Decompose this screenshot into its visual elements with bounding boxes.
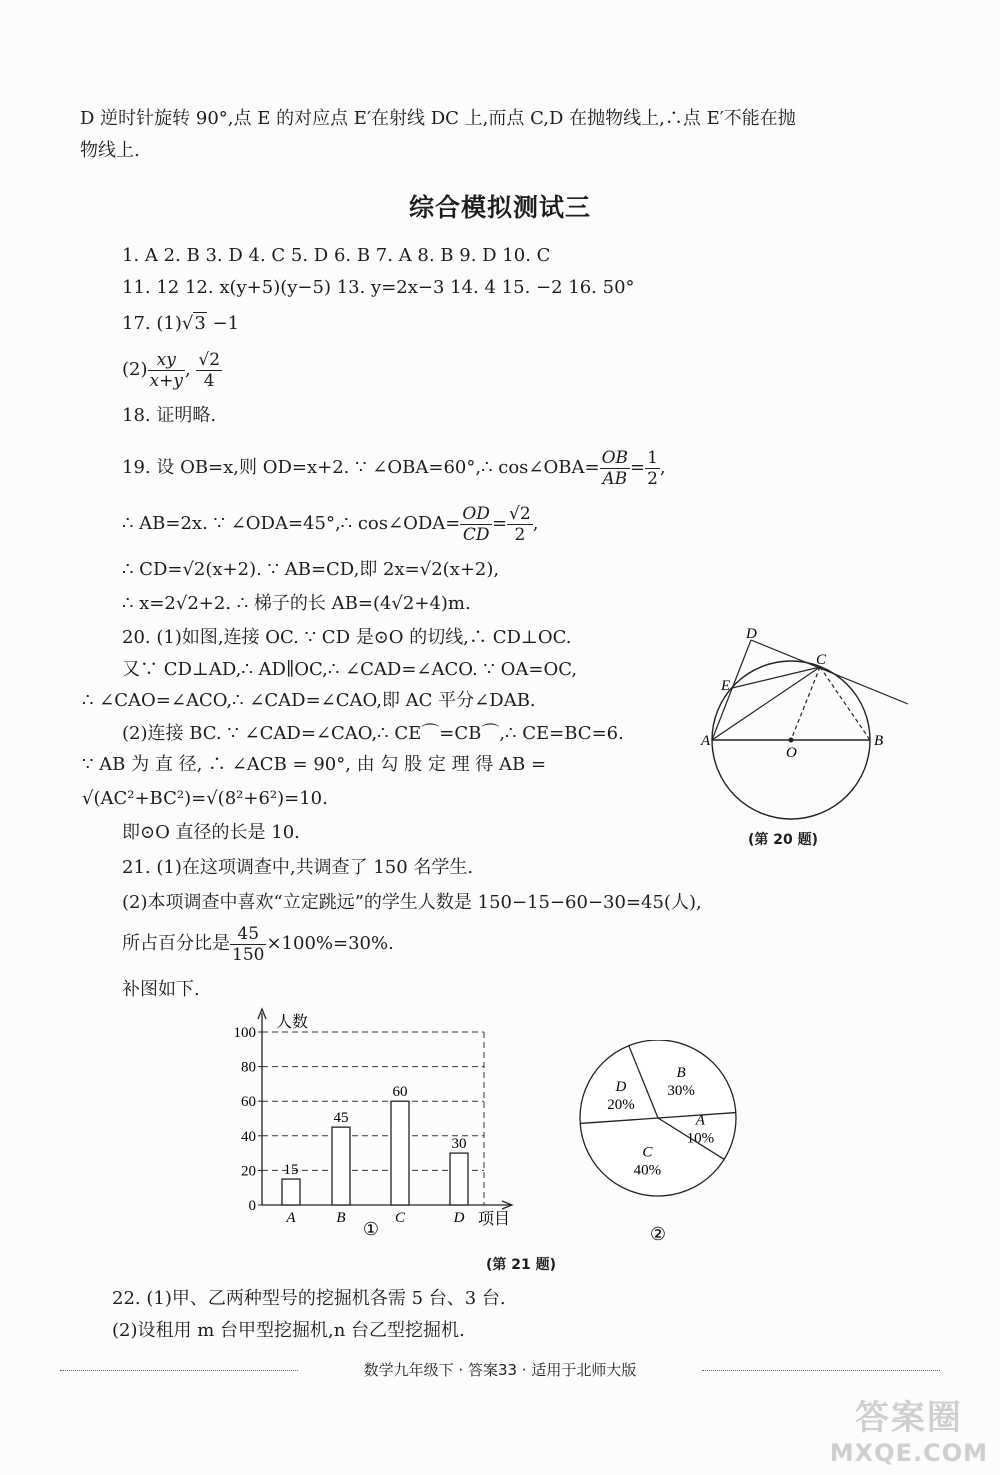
bar-chart (218, 1005, 528, 1245)
bar-C (391, 1101, 409, 1205)
center-point (789, 738, 794, 743)
pie-slice-value: 40% (633, 1162, 662, 1179)
bar-value-label: 60 (392, 1084, 408, 1101)
q17-p2-sep: , (184, 359, 197, 380)
q19-frac-od-cd: $\frac{OD}{CD}$ (462, 503, 490, 545)
q20-line-2: 又∵ CD⊥AD,∴ AD∥OC,∴ ∠CAD=∠ACO. ∵ OA=OC, (122, 659, 578, 680)
footer-text: 数学九年级下 · 答案33 · 适用于北师大版 (363, 1361, 637, 1379)
bar-B (332, 1127, 350, 1205)
q19-frac-ob-ab: $\frac{OB}{AB}$ (601, 447, 628, 489)
q17-frac-2: $\frac{√2}{4}$ (198, 349, 221, 391)
x-axis-label: 项目 (478, 1211, 511, 1228)
watermark-line-2: MXQE.COM (829, 1439, 988, 1467)
intro-line-2: 物线上. (80, 140, 140, 161)
y-tick-label: 0 (248, 1198, 256, 1214)
y-tick-label: 100 (233, 1025, 256, 1041)
y-axis-label: 人数 (276, 1014, 309, 1031)
q19-frac-root2: $\frac{√2}{2}$ (509, 503, 531, 545)
label-d: D (746, 626, 757, 642)
page-footer (60, 1356, 940, 1386)
y-tick-label: 60 (241, 1094, 256, 1111)
q17-part1: 17. (1)√3 −1 (122, 313, 240, 334)
segment-ad (712, 640, 751, 740)
q19-line-4: ∴ x=2√2+2. ∴ 梯子的长 AB=(4√2+4)m. (122, 593, 471, 614)
figure-number-1: ① (362, 1219, 380, 1239)
y-tick-label: 80 (241, 1059, 256, 1076)
q21-line-2: (2)本项调查中喜欢“立定跳远”的学生人数是 150−15−60−30=45(人), (122, 892, 702, 913)
page-title: 综合模拟测试三 (408, 193, 591, 222)
bar-D (450, 1153, 468, 1205)
intro-line-1: D 逆时针旋转 90°,点 E 的对应点 E′在射线 DC 上,而点 C,D 在抛物线上,∴点 E′不能在抛 (80, 108, 796, 129)
q17-p2-prefix: (2) (122, 359, 148, 380)
bar-value-label: 45 (333, 1110, 349, 1127)
q21-line-1: 21. (1)在这项调查中,共调查了 150 名学生. (122, 857, 474, 878)
x-tick-label: C (394, 1210, 406, 1226)
label-e: E (721, 678, 731, 694)
q19-frac-half: $\frac{1}{2}$ (647, 447, 658, 489)
q20-line-3: ∴ ∠CAO=∠ACO,∴ ∠CAD=∠CAO,即 AC 平分∠DAB. (82, 690, 536, 711)
footer-dots-right (702, 1370, 940, 1371)
q22-line-1: 22. (1)甲、乙两种型号的挖掘机各需 5 台、3 台. (112, 1288, 506, 1309)
q17-part2 (122, 348, 222, 392)
pie-slice-label: C (642, 1144, 653, 1161)
bar-A (282, 1179, 300, 1205)
pie-slice-value: 20% (607, 1096, 635, 1113)
label-b: B (874, 733, 884, 749)
q20-line-1: 20. (1)如图,连接 OC. ∵ CD 是⊙O 的切线,∴ CD⊥OC. (122, 627, 572, 648)
q21-line-4: 补图如下. (122, 979, 200, 1000)
watermark-line-1: 答案圈 (854, 1398, 963, 1438)
y-tick-label: 20 (241, 1163, 256, 1180)
q17-p1-radicand: 3 (194, 313, 206, 334)
q21-frac: $\frac{45}{150}$ (232, 923, 265, 965)
answers-row-1: 1. A 2. B 3. D 4. C 5. D 6. B 7. A 8. B 9. D 10. C (122, 245, 551, 266)
q20-line-6: √(AC²+BC²)=√(8²+6²)=10. (82, 788, 328, 809)
tangent-line-dc (751, 640, 908, 704)
figure-number-2: ② (649, 1224, 667, 1244)
q20-circle-figure (690, 622, 930, 842)
label-o: O (786, 745, 797, 761)
q17-p1-prefix: 17. (1) (122, 313, 182, 334)
label-a: A (701, 733, 711, 749)
pie-chart (570, 1040, 750, 1250)
pie-slice-label: B (676, 1064, 686, 1081)
label-c: C (816, 652, 827, 668)
pie-slice-label: A (695, 1112, 705, 1129)
q18-line: 18. 证明略. (122, 405, 217, 426)
q20-line-7: 即⊙O 直径的长是 10. (122, 822, 300, 843)
pie-slice-value: 10% (686, 1130, 715, 1147)
bar-value-label: 30 (451, 1136, 467, 1153)
q22-line-2: (2)设租用 m 台甲型挖掘机,n 台乙型挖掘机. (112, 1320, 465, 1341)
x-tick-label: B (336, 1210, 346, 1226)
y-tick-label: 40 (241, 1128, 256, 1145)
q17-p1-tail: −1 (206, 313, 240, 334)
pie-slice-value: 30% (667, 1082, 695, 1099)
q20-line-5: ∵ AB 为 直 径, ∴ ∠ACB = 90°, 由 勾 股 定 理 得 AB = (82, 754, 547, 775)
pie-slice-label: D (615, 1078, 627, 1095)
x-tick-label: D (453, 1210, 465, 1226)
segment-ec (732, 667, 820, 688)
q20-line-4: (2)连接 BC. ∵ ∠CAD=∠CAO,∴ CE⌒=CB⌒,∴ CE=BC=6. (122, 723, 624, 744)
q21-caption: (第 21 题) (486, 1257, 557, 1273)
q21-line-3: 所占百分比是 $\frac{45}{150}$ ×100%=30%. (122, 923, 394, 965)
x-tick-label: A (286, 1210, 296, 1226)
watermark (830, 1390, 988, 1467)
q20-caption: (第 20 题) (748, 832, 819, 848)
bar-value-label: 15 (283, 1162, 299, 1179)
answers-row-2: 11. 12 12. x(y+5)(y−5) 13. y=2x−3 14. 4 15. −2 16. 50° (122, 277, 635, 298)
q19-line-1: 19. 设 OB=x,则 OD=x+2. ∵ ∠OBA=60°,∴ cos∠OBA= $\frac{OB}{AB}$ = $\frac{1}{2}$ , (122, 447, 666, 489)
q19-line-2: ∴ AB=2x. ∵ ∠ODA=45°,∴ cos∠ODA= $\frac{OD}{CD}$ = $\frac{√2}{2}$ , (122, 503, 539, 545)
q19-line-3: ∴ CD=√2(x+2). ∵ AB=CD,即 2x=√2(x+2), (122, 559, 500, 580)
q17-frac-1: $\frac{xy}{x+y}$ (149, 349, 183, 391)
segment-oc-dashed (791, 667, 820, 740)
